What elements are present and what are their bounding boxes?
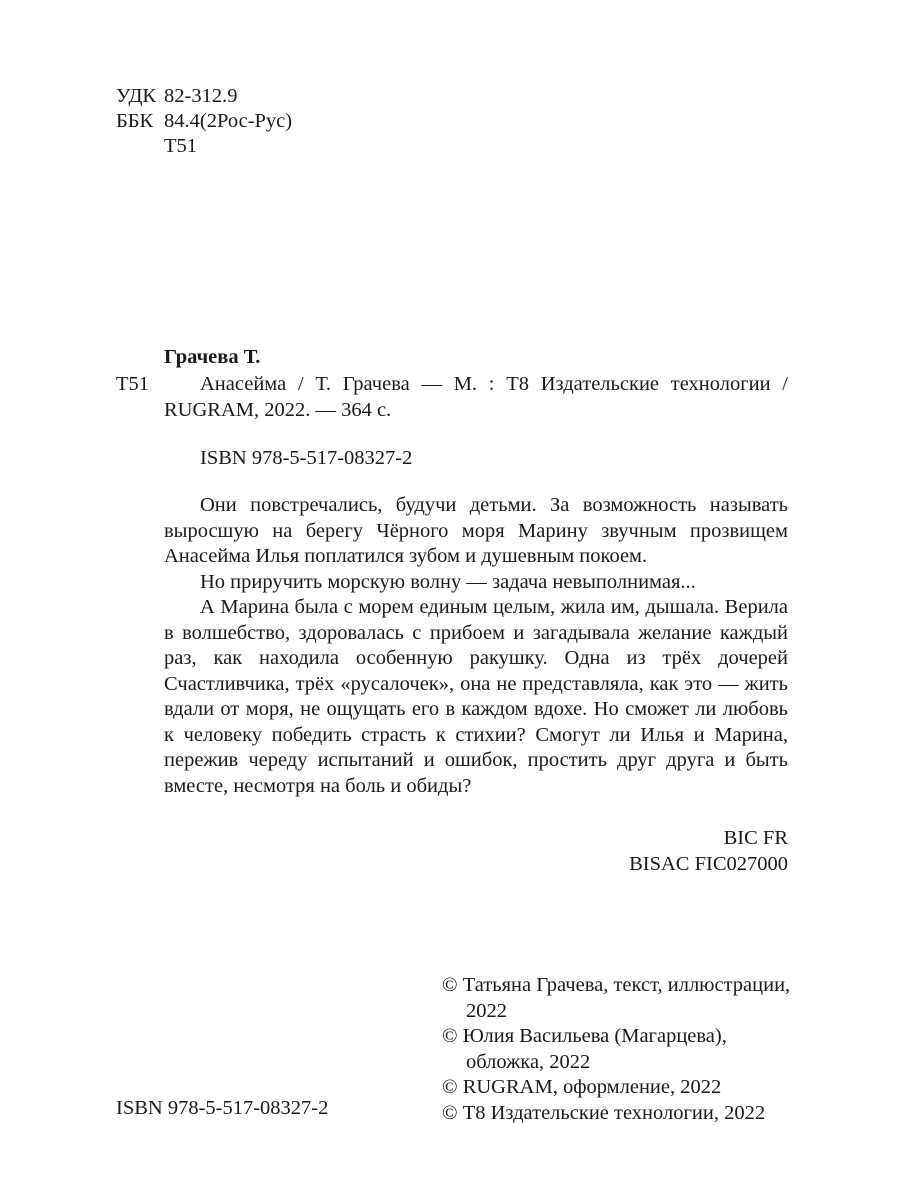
catalog-isbn: ISBN 978-5-517-08327-2 bbox=[200, 447, 413, 469]
bbk-row bbox=[116, 109, 292, 135]
catalog-code: Т51 bbox=[116, 373, 150, 395]
copyright-list bbox=[442, 973, 792, 1126]
udk-label: УДК bbox=[116, 85, 157, 107]
footer-isbn: ISBN 978-5-517-08327-2 bbox=[116, 1097, 329, 1119]
udk-value: 82-312.9 bbox=[164, 85, 238, 107]
catalog-description: Анасейма / Т. Грачева — М. : Т8 Издательские технологии / RUGRAM, 2022. — 364 с. bbox=[164, 373, 788, 421]
bbk-label: ББК bbox=[116, 110, 154, 132]
copyright-line: © RUGRAM, оформление, 2022 bbox=[442, 1076, 722, 1098]
copyright-line: © Татьяна Грачева, текст, иллюстрации, 2022 bbox=[442, 974, 791, 1022]
catalog-author: Грачева Т. bbox=[164, 346, 261, 368]
copyright-line: © Т8 Издательские технологии, 2022 bbox=[442, 1101, 766, 1124]
annotation-paragraph: Но приручить морскую волну — задача невыполнимая... bbox=[200, 570, 696, 593]
bisac-code: BISAC FIC027000 bbox=[629, 852, 788, 875]
udk-row bbox=[116, 84, 237, 110]
author-mark: Т51 bbox=[164, 135, 198, 157]
annotation-paragraph: Они повстречались, будучи детьми. За возможность называть выросшую на берегу Чёрного моря Марину звучным прозвищем Анасейма Илья поплатился зубом и душевным покоем. bbox=[164, 494, 788, 567]
annotation bbox=[164, 493, 788, 799]
bic-code: BIC FR bbox=[723, 827, 788, 849]
subject-codes bbox=[629, 826, 788, 877]
annotation-paragraph: А Марина была с морем единым целым, жила им, дышала. Верила в волшебство, здоровалась с прибоем и загадывала желание каждый раз, как находила особенную ракушку. Одна из трёх дочерей Счастливчика, трёх «русалочек», она не представляла, как это — жить вдали от моря, не ощущать его в каждом вдохе. Но сможет ли любовь к человеку победить страсть к стихии? Смогут ли Илья и Марина, пережив череду испытаний и ошибок, простить друг друга и быть вместе, несмотря на боль и обиды? bbox=[164, 596, 788, 797]
bbk-value: 84.4(2Рос-Рус) bbox=[164, 110, 293, 132]
copyright-line: © Юлия Васильева (Магарцева), обложка, 2022 bbox=[442, 1025, 727, 1073]
